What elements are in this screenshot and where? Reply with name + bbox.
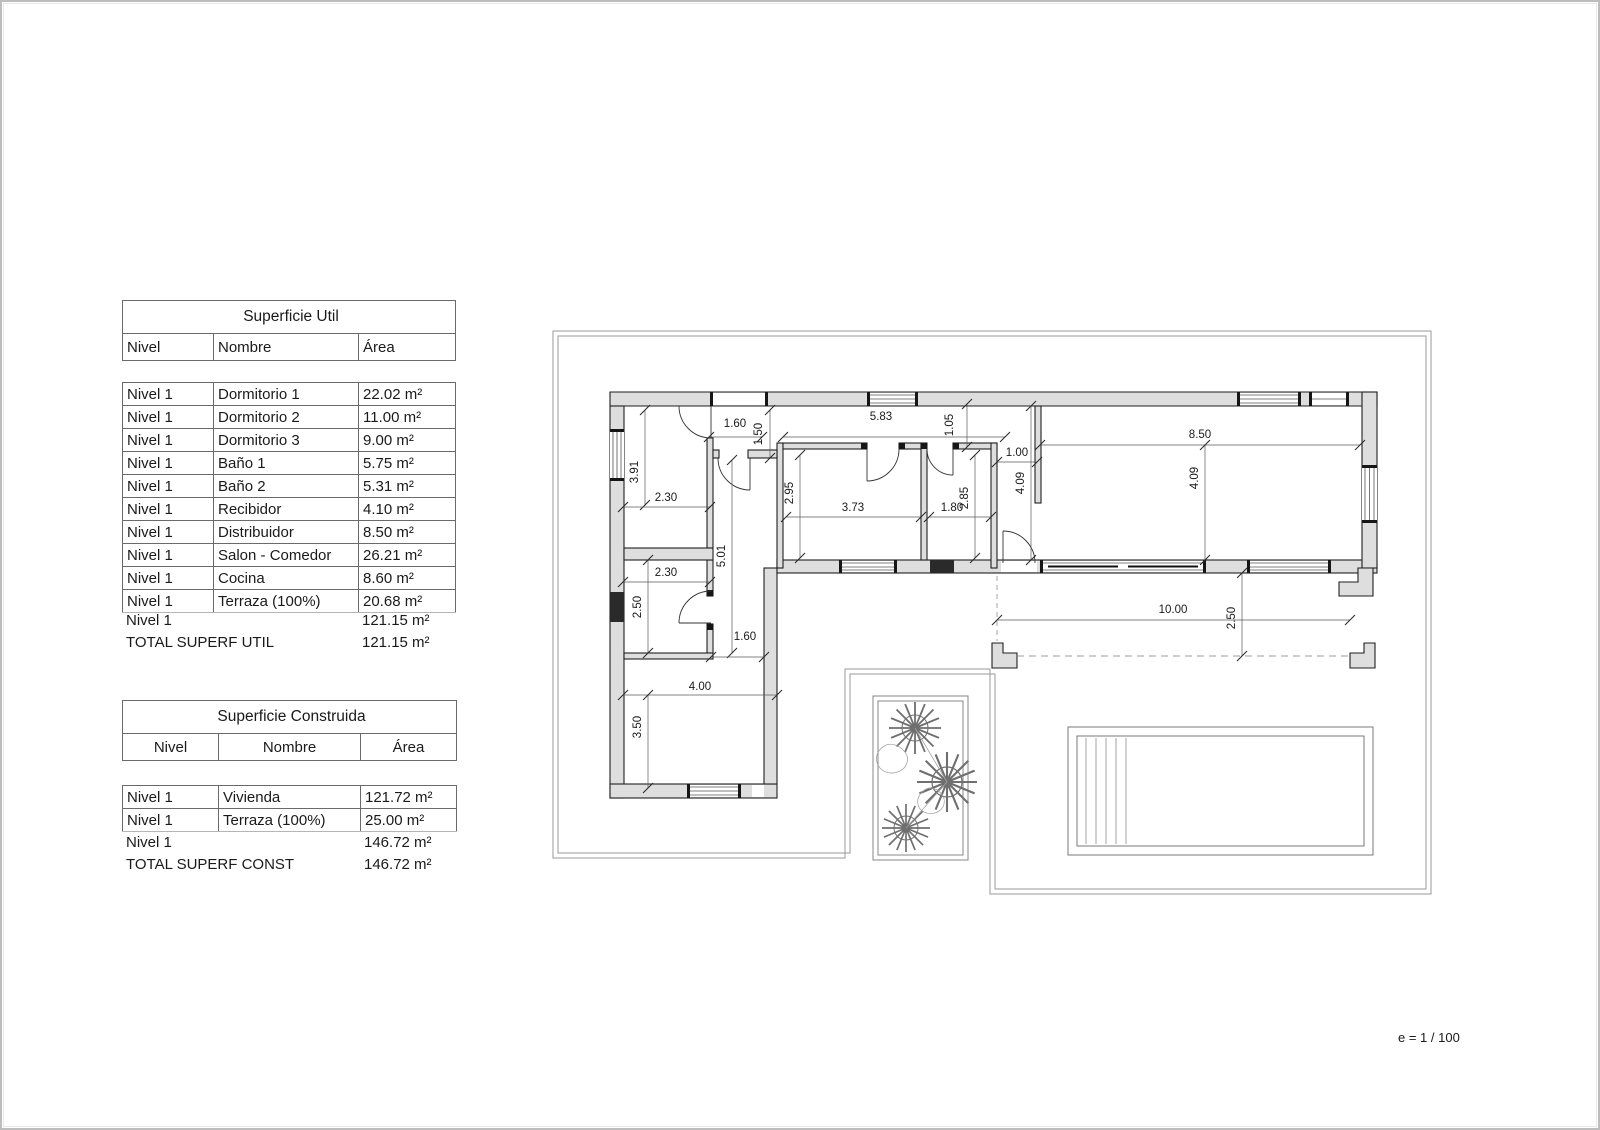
dimension-label: 8.50: [1188, 429, 1212, 441]
table-row: [123, 475, 456, 498]
table-cell: Nivel 1: [123, 544, 214, 567]
dimension-label: 3.73: [841, 502, 865, 514]
dimension-label: 2.50: [1226, 606, 1238, 630]
column-header-nombre: Nombre: [214, 334, 359, 361]
dimension-label: 1.60: [723, 418, 747, 430]
sliding-glass-door: [1040, 560, 1206, 573]
table-superficie-util-header: [122, 300, 456, 361]
dimension-label: 1.00: [1005, 447, 1029, 459]
subtotal-label: Nivel 1: [126, 611, 172, 629]
dimension-label: 10.00: [1158, 604, 1188, 616]
table-superficie-construida-summary: [122, 831, 456, 875]
table-cell: Terraza (100%): [219, 809, 361, 832]
table-cell: 5.75 m²: [359, 452, 456, 475]
table-cell: Vivienda: [219, 786, 361, 809]
table-cell: 9.00 m²: [359, 429, 456, 452]
dimension-label: 5.01: [716, 544, 728, 568]
window-top-1: [867, 392, 918, 406]
terrace-pillars: [992, 643, 1375, 668]
terrace-door-gap: [1001, 561, 1037, 572]
subtotal-value: 121.15 m²: [362, 611, 430, 629]
table-cell: 121.72 m²: [361, 786, 457, 809]
table-row: [123, 544, 456, 567]
table-cell: Salon - Comedor: [214, 544, 359, 567]
dimension-label: 1.60: [733, 631, 757, 643]
table-cell: Cocina: [214, 567, 359, 590]
table-cell: 11.00 m²: [359, 406, 456, 429]
table-cell: Nivel 1: [123, 406, 214, 429]
table-row: [123, 429, 456, 452]
table-cell: 22.02 m²: [359, 383, 456, 406]
table-superficie-construida-header: [122, 700, 457, 761]
table-cell: Terraza (100%): [214, 590, 359, 613]
terrace-dashed-line: [997, 576, 1350, 656]
column-header-area: Área: [359, 334, 456, 361]
table-superficie-util-body: [122, 382, 456, 613]
table-cell: Nivel 1: [123, 429, 214, 452]
table-cell: Recibidor: [214, 498, 359, 521]
window-top-2: [1237, 392, 1301, 406]
table-cell: Nivel 1: [123, 809, 219, 832]
window-bottom-left: [687, 784, 764, 798]
table-cell: Nivel 1: [123, 475, 214, 498]
total-value: 121.15 m²: [362, 633, 430, 651]
table-row: [123, 809, 457, 832]
table-cell: 26.21 m²: [359, 544, 456, 567]
window-left-1: [610, 429, 624, 481]
table-row: [123, 452, 456, 475]
door-swings: [679, 406, 1035, 623]
dimension-label: 2.85: [959, 486, 971, 510]
table-row: [123, 521, 456, 544]
dimension-label: 2.30: [654, 567, 678, 579]
dimension-label: 4.09: [1015, 471, 1027, 495]
subtotal-label: Nivel 1: [126, 833, 172, 851]
dimension-label: 1.80: [940, 502, 964, 514]
dimension-label: 3.91: [629, 460, 641, 484]
table-title: Superficie Construida: [123, 701, 457, 734]
scale-note: e = 1 / 100: [1398, 1030, 1460, 1045]
dimension-label: 1.05: [944, 413, 956, 437]
dimension-label: 3.50: [632, 715, 644, 739]
table-cell: 4.10 m²: [359, 498, 456, 521]
dimension-label: 2.30: [654, 492, 678, 504]
table-cell: Nivel 1: [123, 521, 214, 544]
column-header-nivel: Nivel: [123, 334, 214, 361]
table-cell: Dormitorio 2: [214, 406, 359, 429]
table-cell: Baño 2: [214, 475, 359, 498]
table-cell: Nivel 1: [123, 383, 214, 406]
table-cell: Nivel 1: [123, 590, 214, 613]
window-south-1: [839, 560, 897, 573]
table-cell: Distribuidor: [214, 521, 359, 544]
dimension-label: 5.83: [869, 411, 893, 423]
column-header-nivel: Nivel: [123, 734, 219, 761]
dimension-label: 1.50: [753, 422, 765, 446]
plot-boundary: [553, 331, 1431, 894]
window-left-2: [610, 592, 624, 622]
dimension-label: 4.09: [1189, 466, 1201, 490]
total-label: TOTAL SUPERF CONST: [126, 855, 295, 873]
table-superficie-construida-body: [122, 785, 457, 832]
table-row: [123, 383, 456, 406]
planter: [873, 696, 977, 860]
table-cell: 5.31 m²: [359, 475, 456, 498]
table-cell: Nivel 1: [123, 786, 219, 809]
table-title: Superficie Util: [123, 301, 456, 334]
table-cell: Dormitorio 1: [214, 383, 359, 406]
table-cell: Nivel 1: [123, 452, 214, 475]
table-superficie-util-summary: [122, 609, 455, 653]
table-cell: 8.60 m²: [359, 567, 456, 590]
table-cell: 25.00 m²: [361, 809, 457, 832]
table-cell: 8.50 m²: [359, 521, 456, 544]
window-south-3: [1247, 560, 1331, 573]
table-cell: Nivel 1: [123, 567, 214, 590]
total-value: 146.72 m²: [364, 855, 432, 873]
column-header-area: Área: [361, 734, 457, 761]
swimming-pool: [1068, 727, 1373, 855]
table-cell: Nivel 1: [123, 498, 214, 521]
table-row: [123, 786, 457, 809]
total-label: TOTAL SUPERF UTIL: [126, 633, 275, 651]
table-row: [123, 406, 456, 429]
dimension-label: 4.00: [688, 681, 712, 693]
table-row: [123, 498, 456, 521]
subtotal-value: 146.72 m²: [364, 833, 432, 851]
table-row: [123, 567, 456, 590]
table-cell: Dormitorio 3: [214, 429, 359, 452]
dimension-label: 2.50: [632, 595, 644, 619]
window-right: [1362, 465, 1377, 523]
window-top-3: [1309, 392, 1349, 406]
window-south-2: [930, 560, 954, 573]
house-walls: [610, 392, 1377, 798]
table-cell: Baño 1: [214, 452, 359, 475]
column-header-nombre: Nombre: [219, 734, 361, 761]
table-cell: 20.68 m²: [359, 590, 456, 613]
dimension-label: 2.95: [784, 481, 796, 505]
